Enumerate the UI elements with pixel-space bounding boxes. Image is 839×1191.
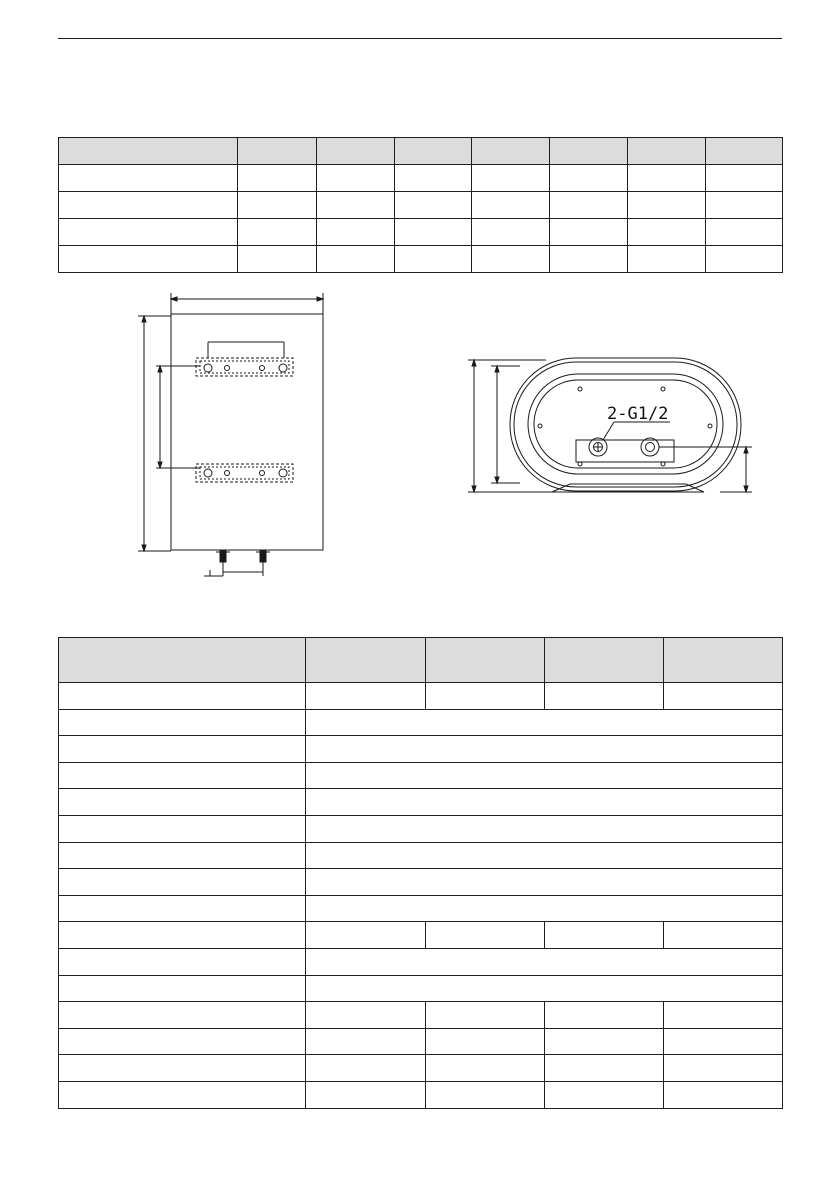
table-row	[59, 975, 783, 1002]
inlet-size-label: 2-G1/2	[607, 404, 669, 424]
table-header-row	[59, 138, 783, 165]
table-row	[59, 709, 783, 736]
dimensions-table	[58, 137, 783, 273]
specifications-table	[58, 637, 783, 1109]
table-row	[59, 683, 783, 710]
table-row	[59, 815, 783, 842]
table-row	[59, 1028, 783, 1055]
table-row	[59, 219, 783, 246]
table-row	[59, 948, 783, 975]
front-view-drawing	[130, 290, 340, 590]
table-row	[59, 246, 783, 273]
top-rule	[58, 38, 782, 39]
table-row	[59, 922, 783, 949]
table-row	[59, 1081, 783, 1108]
table-row	[59, 165, 783, 192]
table-row	[59, 192, 783, 219]
table-row	[59, 762, 783, 789]
table-header-row	[59, 638, 783, 683]
table-row	[59, 789, 783, 816]
table-row	[59, 895, 783, 922]
table-row	[59, 736, 783, 763]
table-row	[59, 1002, 783, 1029]
table-row	[59, 842, 783, 869]
side-view-drawing	[460, 340, 760, 505]
table-row	[59, 1055, 783, 1082]
table-row	[59, 869, 783, 896]
